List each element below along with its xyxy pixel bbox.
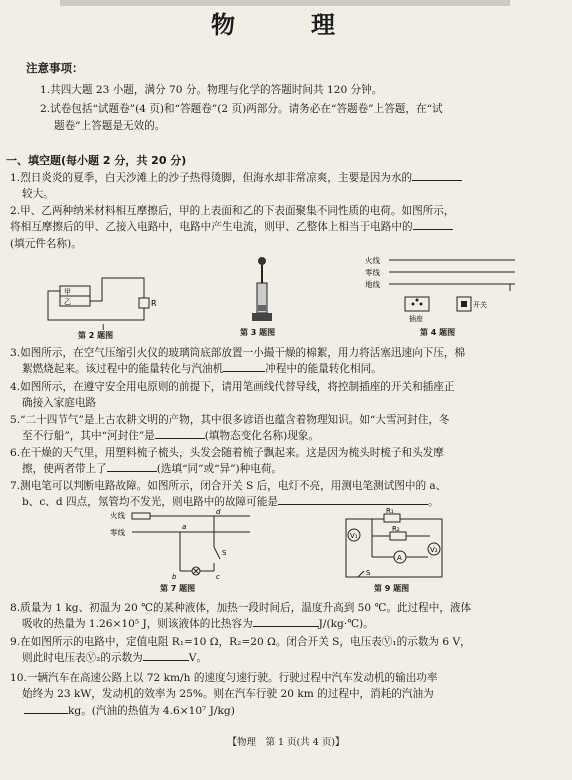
figure-2-diagram (42, 272, 162, 332)
answer-blank[interactable] (278, 494, 428, 505)
label-neutral: 零线 (365, 268, 380, 277)
answer-blank[interactable] (412, 170, 462, 181)
label-live: 火线 (365, 256, 380, 265)
question-6: 6.在干燥的天气里，用塑料梳子梳头，头发会随着梳子飘起来。这是因为梳头时梳子和头发摩 擦，使两者带上了 (选填“同”或“异”)种电荷。 (10, 447, 444, 476)
question-4: 4.如图所示，在遵守安全用电原则的前提下，请用笔画线代替导线，将控制插座的开关和插座正 确接入家庭电路 (10, 381, 455, 410)
note-2-line2: 题卷”上答题是无效的。 (54, 119, 166, 132)
figure-4-caption: 第 4 题图 (420, 328, 456, 337)
figure-9-diagram (340, 505, 450, 583)
note-2 (26, 101, 556, 134)
svg-text:V₁: V₁ (350, 532, 358, 540)
figure-3-diagram (242, 255, 282, 327)
figure-4-diagram (365, 253, 525, 327)
answer-blank[interactable] (143, 650, 189, 661)
svg-text:R₂: R₂ (392, 525, 400, 533)
label-yi: 乙 (64, 298, 71, 306)
label-jia: 甲 (64, 288, 71, 296)
answer-blank[interactable] (107, 461, 157, 472)
answer-blank[interactable] (253, 616, 319, 627)
svg-text:A: A (397, 554, 402, 562)
svg-text:d: d (216, 508, 221, 516)
notes-block (26, 60, 556, 137)
svg-text:S: S (366, 569, 371, 577)
note-2-line1: 2.试卷包括“试题卷”(4 页)和“答题卷”(2 页)两部分。请务必在“答题卷”上答题，在“试 (40, 103, 443, 116)
label-r: R (151, 299, 157, 308)
question-7: 7.测电笔可以判断电路故障。如图所示，闭合开关 S 后，电灯不亮，用测电笔测试图中的 a、 b、c、d 四点，氖管均不发光，则电路中的故障可能是 。 (10, 480, 447, 509)
svg-text:S: S (222, 549, 227, 557)
label-i: I (102, 323, 105, 332)
question-5: 5.“二十四节气”是上古农耕文明的产物，其中很多谚语也蕴含着物理知识。如“大雪河封住，冬 至不行船”，其中“河封住”是 (填物态变化名称)现象。 (10, 414, 450, 443)
svg-text:c: c (216, 573, 220, 581)
svg-text:b: b (172, 573, 177, 581)
label-socket: 插座 (409, 315, 423, 323)
answer-blank[interactable] (413, 219, 453, 230)
svg-text:a: a (182, 523, 187, 531)
svg-text:R₁: R₁ (386, 507, 394, 515)
label-neutral-7: 零线 (110, 528, 125, 537)
section-title: 一、填空题(每小题 2 分，共 20 分) (6, 154, 187, 167)
answer-blank[interactable] (223, 361, 265, 372)
subject-title: 物 理 (211, 10, 361, 39)
question-8: 8.质量为 1 kg、初温为 20 ℃的某种液体，加热一段时间后，温度升高到 50 ℃。此过程中，液体 吸收的热量为 1.26×10⁵ J，则该液体的比热容为 J/(kg·℃)。 (10, 602, 472, 631)
label-live-7: 火线 (110, 511, 125, 520)
page-footer: 【物理 第 1 页(共 4 页)】 (227, 737, 345, 748)
figure-7-diagram (110, 507, 260, 581)
figure-3-caption: 第 3 题图 (240, 328, 276, 337)
label-ground: 地线 (365, 280, 380, 289)
answer-blank[interactable] (155, 428, 205, 439)
question-9: 9.在如图所示的电路中，定值电阻 R₁=10 Ω，R₂=20 Ω。闭合开关 S，电压表Ⓥ₁的示数为 6 V， 则此时电压表Ⓥ₂的示数为 V。 (10, 636, 471, 665)
figure-2-caption: 第 2 题图 (78, 331, 114, 340)
question-1: 1.烈日炎炎的夏季，白天沙滩上的沙子热得烫脚，但海水却非常凉爽，主要是因为水的 较大。 (10, 170, 550, 203)
question-3: 3.如图所示，在空气压缩引火仪的玻璃筒底部放置一小撮干燥的棉絮，用力将活塞迅速向下压，棉 絮燃烧起来。该过程中的能量转化与汽油机 冲程中的能量转化相同。 (10, 347, 466, 376)
figure-7-caption: 第 7 题图 (160, 584, 196, 593)
question-2: 2.甲、乙两种纳米材料相互摩擦后，甲的上表面和乙的下表面聚集不同性质的电荷。如图所示， 将相互摩擦后的甲、乙接入电路中，电路中产生电流，则甲、乙整体上相当于电路中的 (填元件名称)。 (10, 205, 455, 250)
note-1: 1.共四大题 23 小题，满分 70 分。物理与化学的答题时间共 120 分钟。 (40, 83, 383, 96)
notes-heading: 注意事项： (26, 61, 84, 75)
question-10: 10.一辆汽车在高速公路上以 72 km/h 的速度匀速行驶。行驶过程中汽车发动机的输出功率 始终为 23 kW，发动机的效率为 25%。则在汽车行驶 20 km 的过程中，消耗的汽油为 kg。(汽油的热值为 4.6×10⁷ J/kg) (10, 672, 438, 717)
label-switch: 开关 (473, 301, 487, 309)
figure-9-caption: 第 9 题图 (374, 584, 410, 593)
answer-blank[interactable] (24, 703, 68, 714)
svg-text:V₂: V₂ (430, 546, 438, 554)
